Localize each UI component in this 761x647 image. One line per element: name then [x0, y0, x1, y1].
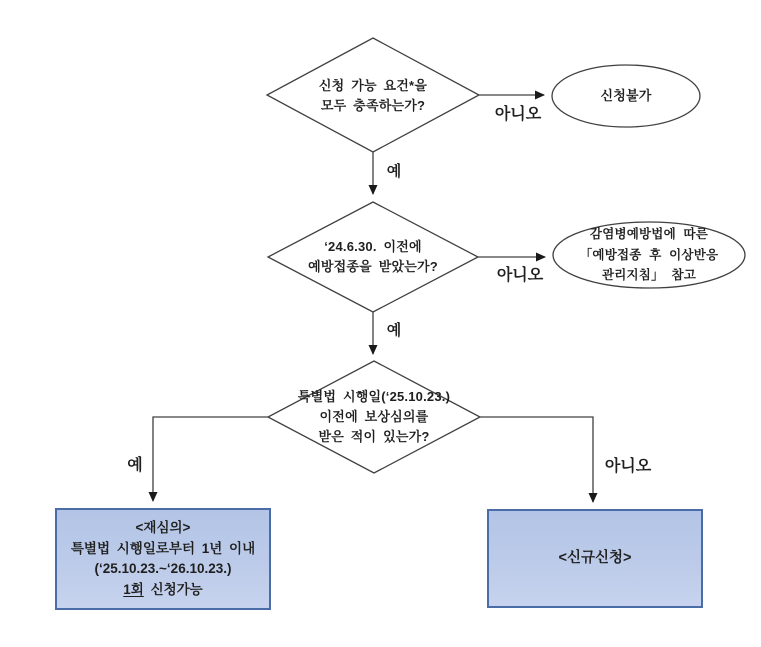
arrow-decision3-no-to-new — [480, 417, 593, 502]
edge-label-yes1: 예 — [386, 163, 402, 180]
ineligible-text: 신청불가 — [600, 88, 652, 103]
edge-label-yes3: 예 — [127, 457, 143, 474]
decision1-text: 신청 가능 요건*을 모두 충족하는가? — [318, 78, 428, 113]
edge-label-no2: 아니오 — [496, 267, 544, 284]
guideline-text: 감염병예방법에 따른 「예방접종 후 이상반응 관리지침」 참고 — [579, 227, 719, 283]
edge-label-yes2: 예 — [386, 322, 402, 339]
edge-label-no1: 아니오 — [494, 106, 542, 123]
edge-label-no3: 아니오 — [604, 458, 652, 475]
result-new-box: <신규신청> — [487, 509, 703, 608]
result-rereview-line4: 1회 신청가능 — [123, 581, 203, 597]
arrow-decision3-yes-to-rereview — [153, 417, 268, 501]
decision3-text: 특별법 시행일(‘25.10.23.) 이전에 보상심의를 받은 적이 있는가? — [297, 389, 451, 444]
decision2-text: ‘24.6.30. 이전에 예방접종을 받았는가? — [308, 239, 438, 274]
result-rereview-box: <재심의> 특별법 시행일로부터 1년 이내 (‘25.10.23.~‘26.10.23.) 1회 신청가능 — [55, 508, 271, 610]
